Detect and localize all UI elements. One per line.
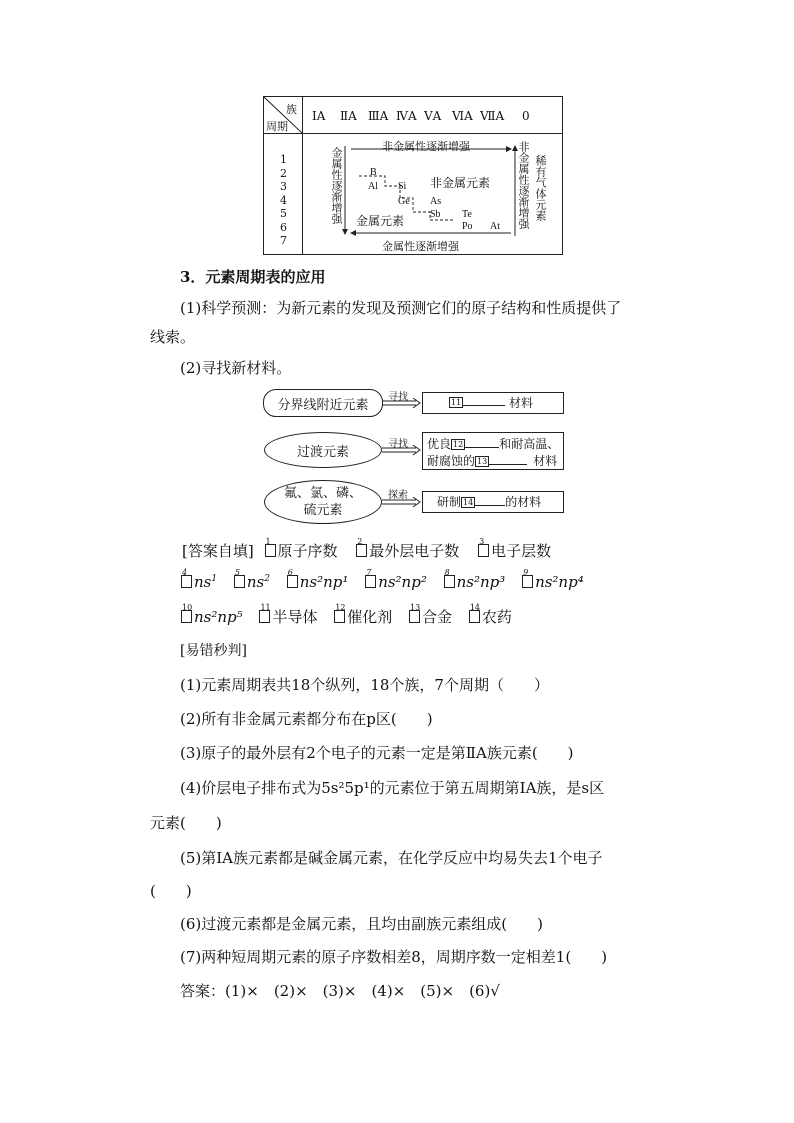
statement-3: (3)原子的最外层有2个电子的元素一定是第ⅡA族元素( ) [180,744,574,762]
group-label: ⅣA [396,109,417,123]
answer-index: 13 [410,603,421,612]
flow-action-label: 探索 [388,490,408,501]
period-number: 4 [280,193,287,207]
flow-source-boundary: 分界线附近元素 [263,389,383,417]
flow-result-text: 材料 [509,396,534,410]
statement-6: (6)过渡元素都是金属元素，且均由副族元素组成( ) [180,915,543,933]
group-label: ⅤA [424,109,442,123]
element-symbol: At [490,221,500,232]
flow-source-line: 氟、氯、磷、 [283,486,362,501]
period-numbers [280,153,287,248]
period-number: 7 [280,234,287,247]
answer-text: 半导体 [272,608,318,626]
answer-index: 1 [265,537,271,546]
answers-row-1 [182,537,552,561]
period-number: 5 [280,207,287,220]
flow-result-box [422,392,564,414]
flow-result-box [422,491,564,513]
flow-source-transition: 过渡元素 [264,432,382,468]
flow-source-line: 硫元素 [303,503,343,518]
flow-text: 和耐高温、 [499,437,560,451]
answer-number-box: 12 [453,440,464,449]
flow-text: 耐腐蚀的 [427,454,476,468]
paragraph-2: (2)寻找新材料。 [180,359,292,377]
answer-index: 9 [523,568,529,577]
answer-index: 14 [469,603,481,612]
group-header-row [312,109,542,123]
flow-action-label: 寻找 [388,439,408,450]
group-label: ⅥA [452,109,473,123]
period-number: 6 [280,220,287,234]
bottom-arrow-label: 金属性逐渐增强 [382,240,459,253]
statement-4-line-2: 元素( ) [150,814,222,832]
group-label: ⅡA [340,109,357,123]
group-label: ⅦA [480,109,505,123]
flow-text: 的材料 [505,495,542,509]
period-number: 1 [280,153,287,166]
answer-text: 合金 [422,608,453,626]
statement-1: (1)元素周期表共18个纵列，18个族，7个周期（ ） [180,676,549,694]
answer-text: 最外层电子数 [369,542,460,560]
element-symbol: As [430,196,442,207]
element-symbol: Al [368,181,378,192]
header-group-label: 族 [286,103,297,116]
answer-text: ns²np² [378,573,427,591]
statement-2: (2)所有非金属元素都分布在p区( ) [180,710,433,728]
element-symbol: Te [462,209,472,220]
final-answer: 答案：(1)× (2)× (3)× (4)× (5)× (6)√ [180,982,500,1000]
statement-5-line-2: ( ) [150,882,192,900]
answer-sup: 1 [211,574,218,584]
statement-4-line-1: (4)价层电子排布式为5s²5p¹的元素位于第五周期第ⅠA族，是s区 [180,779,605,797]
statement-7: (7)两种短周期元素的原子序数相差8，周期序数一定相差1( ) [180,948,608,966]
paragraph-1-line-2: 线索。 [150,328,196,346]
answer-index: 7 [366,568,372,577]
double-arrow-icon [382,497,422,509]
answer-text: 农药 [481,608,512,626]
answer-text: ns [194,573,212,591]
answers-label: [答案自填] [182,542,254,560]
flow-action-label: 寻找 [388,392,408,403]
answer-sup: 2 [264,574,270,584]
answer-index: 4 [182,568,188,577]
errors-title: [易错秒判] [180,643,247,659]
answer-number-box: 13 [477,457,488,466]
double-arrow-icon [382,398,422,410]
answers-row-2 [180,568,584,591]
answer-index: 8 [444,568,450,577]
answer-text: 原子序数 [277,542,338,560]
flow-source-nonmetals [264,480,382,524]
metal-region-label: 金属元素 [356,214,405,228]
top-arrow-label: 非金属性逐渐增强 [382,140,470,153]
element-symbol: Po [462,221,473,232]
element-symbol: B [370,167,377,178]
section-title: 3．元素周期表的应用 [180,268,326,286]
answer-text: ns [246,573,265,591]
answer-text: 催化剂 [347,608,393,626]
answer-text: ns²np¹ [299,573,349,591]
group-label: ⅠA [312,109,326,123]
flow-text: 研制 [437,495,462,509]
answer-text: ns²np³ [456,573,506,591]
header-period-label: 周期 [266,120,288,133]
paragraph-1-line-1: (1)科学预测：为新元素的发现及预测它们的原子结构和性质提供了 [180,299,622,317]
answer-text: 电子层数 [491,542,552,560]
answer-index: 10 [182,603,193,612]
answer-index: 5 [234,568,240,577]
answer-text: ns²np⁴ [535,573,584,591]
group-label: 0 [522,109,530,123]
period-number: 2 [280,166,287,180]
double-arrow-icon [382,445,422,457]
answer-index: 12 [335,603,346,612]
statement-5-line-1: (5)第ⅠA族元素都是碱金属元素，在化学反应中均易失去1个电子 [180,849,603,867]
element-symbol: Sb [430,209,441,220]
answer-text: ns²np⁵ [194,608,243,626]
flow-text: 优良 [427,437,452,451]
answers-row-3 [180,603,512,627]
answer-number-box: 11 [451,398,462,407]
flow-result-box [422,432,564,470]
noble-gas-label: 稀有气体元素 [534,155,547,221]
group-label: ⅢA [368,109,389,123]
element-symbol: Si [398,181,407,192]
flow-text: 材料 [533,454,558,468]
element-symbol: Ge [398,196,410,207]
answer-index: 2 [357,537,363,546]
periodic-table-summary [263,96,563,255]
left-vertical-label: 金属性逐渐增强 [330,147,343,224]
period-number: 3 [280,180,287,193]
answer-number-box: 14 [463,498,474,507]
nonmetal-region-label: 非金属元素 [430,176,491,190]
answer-index: 11 [260,603,271,612]
answer-index: 3 [479,537,485,546]
answer-index: 6 [287,568,293,577]
right-vertical-label: 非金属性逐渐增强 [517,141,530,229]
